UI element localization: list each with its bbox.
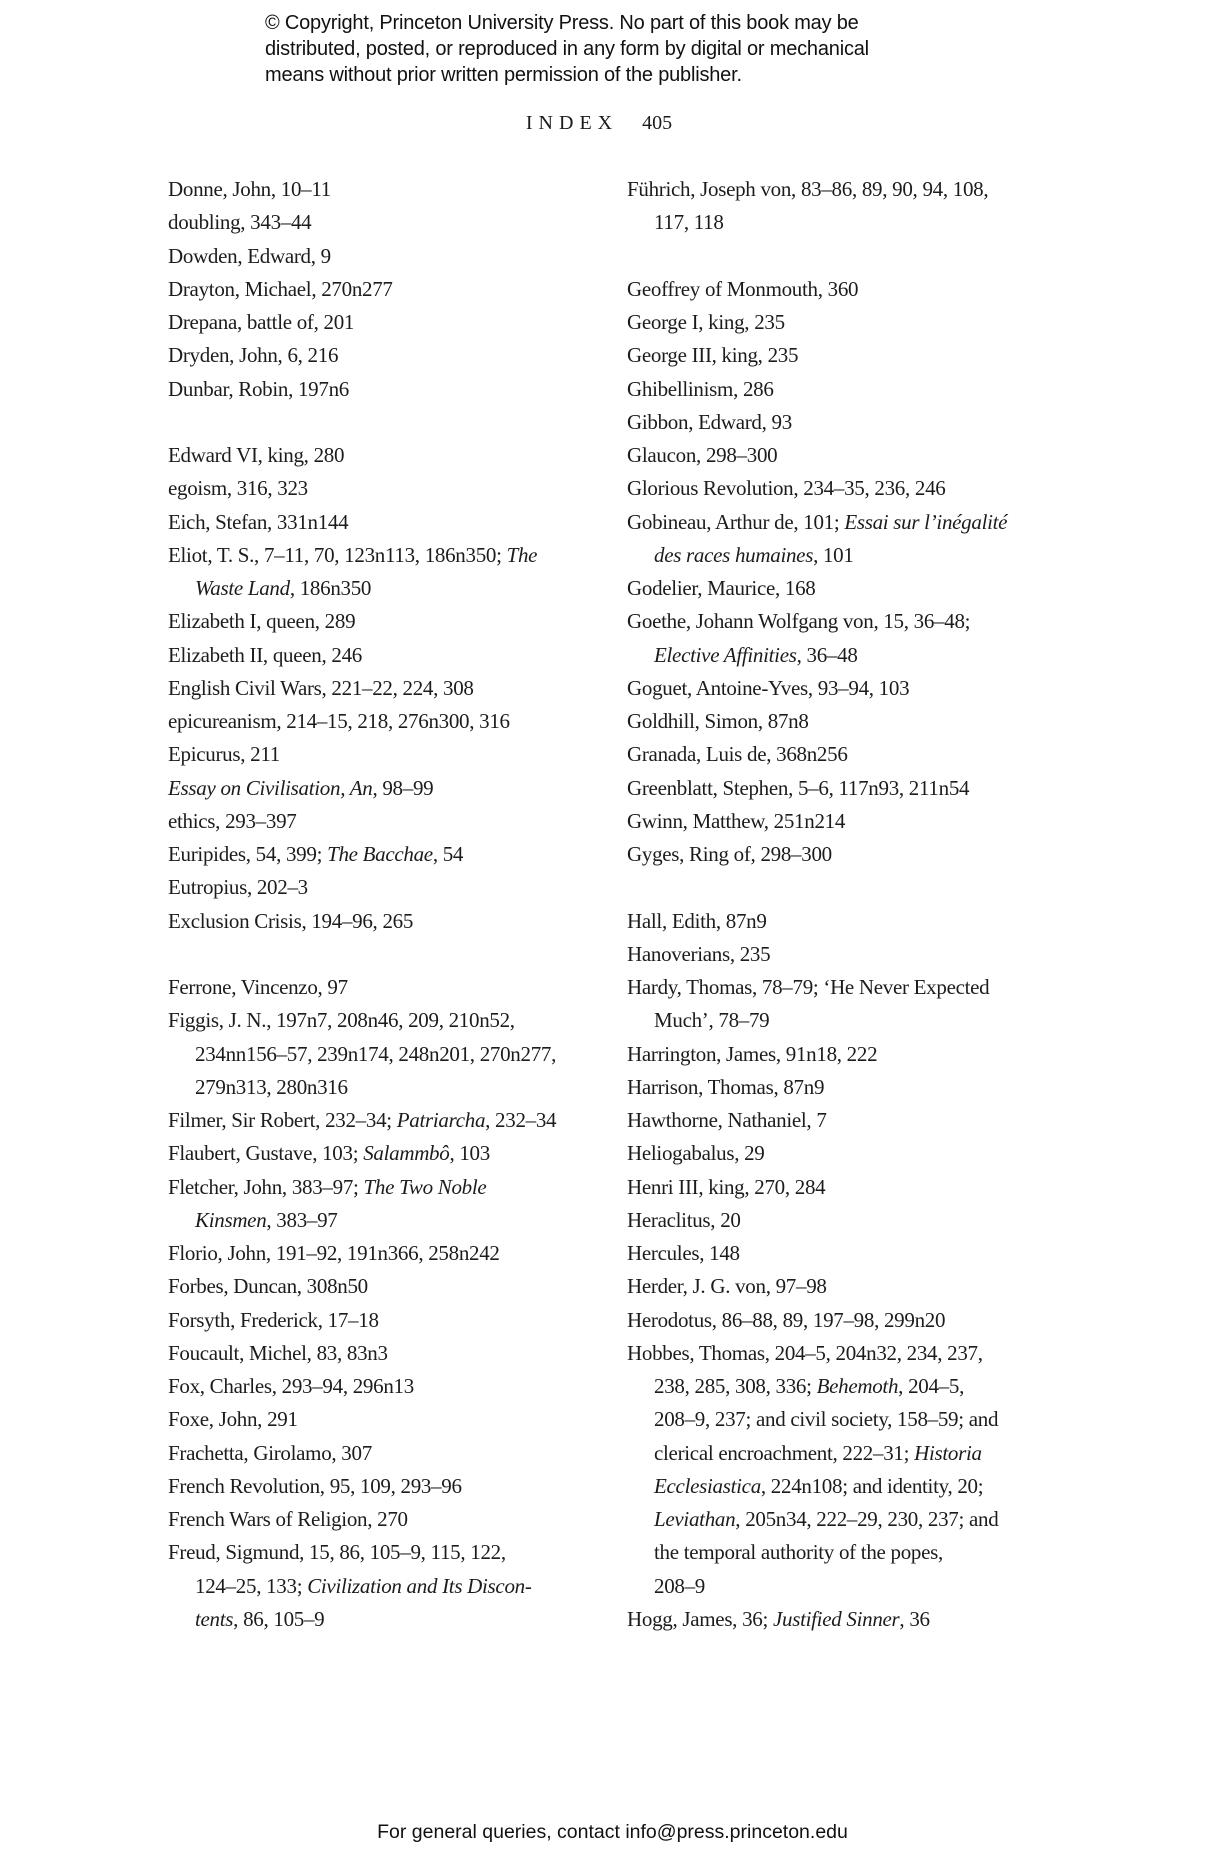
index-text-segment: , 86, 105–9	[233, 1606, 325, 1631]
index-line	[168, 572, 613, 605]
index-text-segment: Führich, Joseph von, 83–86, 89, 90, 94, 108,	[627, 177, 989, 201]
index-text-segment: Foxe, John, 291	[168, 1407, 298, 1432]
index-text-segment: Eliot, T. S., 7–11, 70, 123n113, 186n350;	[168, 542, 507, 567]
index-text-segment: Drepana, battle of, 201	[168, 310, 355, 334]
index-entry	[168, 273, 613, 306]
index-text-segment: Forsyth, Frederick, 17–18	[168, 1307, 379, 1332]
index-text-segment: the temporal authority of the popes,	[654, 1540, 943, 1565]
index-text-segment: Godelier, Maurice, 168	[627, 576, 816, 600]
index-line	[627, 306, 1127, 339]
index-title-segment: Historia	[914, 1440, 982, 1465]
index-line	[168, 1437, 613, 1470]
index-line	[168, 1536, 613, 1569]
index-line	[168, 1270, 613, 1303]
index-text-segment: Dowden, Edward, 9	[168, 243, 331, 268]
index-entry	[627, 1204, 1127, 1237]
index-entry	[168, 1470, 613, 1503]
index-title-segment: Ecclesiastica	[654, 1473, 761, 1498]
index-entry	[168, 838, 613, 871]
footer-query-line: For general queries, contact info@press.princeton.edu	[377, 1821, 848, 1843]
index-line	[627, 572, 1127, 605]
index-text-segment: Forbes, Duncan, 308n50	[168, 1274, 368, 1299]
index-text-segment: egoism, 316, 323	[168, 476, 308, 501]
index-line	[627, 639, 1127, 672]
index-line	[168, 871, 613, 904]
index-entry	[168, 1137, 613, 1170]
index-entry	[627, 805, 1127, 838]
index-text-segment: ethics, 293–397	[168, 808, 297, 833]
index-entry	[627, 1270, 1127, 1303]
index-text-segment: Harrison, Thomas, 87n9	[627, 1074, 825, 1099]
index-line	[168, 1304, 613, 1337]
index-entry	[168, 1536, 613, 1636]
index-entry	[627, 1337, 1127, 1603]
index-text-segment: Eich, Stefan, 331n144	[168, 509, 349, 534]
index-entry	[627, 738, 1127, 771]
index-line	[168, 639, 613, 672]
index-line	[168, 539, 613, 572]
index-line	[627, 772, 1127, 805]
index-entry	[627, 306, 1127, 339]
index-line	[627, 1337, 1127, 1370]
index-entry	[168, 1304, 613, 1337]
index-text-segment: George III, king, 235	[627, 343, 799, 368]
index-line	[168, 1337, 613, 1370]
index-text-segment: Figgis, J. N., 197n7, 208n46, 209, 210n52,	[168, 1008, 515, 1033]
index-text-segment: 234nn156–57, 239n174, 248n201, 270n277,	[195, 1041, 557, 1066]
index-title: INDEX	[525, 112, 619, 134]
index-entry	[168, 738, 613, 771]
index-line	[168, 1403, 613, 1436]
index-text-segment: Much’, 78–79	[654, 1008, 770, 1033]
index-text-segment: Hawthorne, Nathaniel, 7	[627, 1108, 827, 1132]
index-entry	[627, 1071, 1127, 1104]
index-text-segment: , 54	[432, 842, 464, 866]
index-text-segment: 208–9	[654, 1573, 706, 1598]
index-text-segment: Hercules, 148	[627, 1241, 740, 1265]
index-title-segment: Essay on Civilisation, An	[168, 775, 373, 800]
index-text-segment: Glorious Revolution, 234–35, 236, 246	[627, 476, 946, 501]
index-line	[168, 805, 613, 838]
index-line	[168, 1038, 613, 1071]
index-text-segment: Euripides, 54, 399;	[168, 842, 328, 866]
index-entry	[168, 472, 613, 505]
index-line	[627, 672, 1127, 705]
index-text-segment: Epicurus, 211	[168, 742, 280, 767]
index-entry	[168, 672, 613, 705]
index-text-segment: Hardy, Thomas, 78–79; ‘He Never Expected	[627, 975, 990, 999]
page-number: 405	[642, 112, 673, 134]
index-text-segment: George I, king, 235	[627, 310, 785, 334]
index-line	[168, 240, 613, 273]
index-text-segment: , 232–34	[485, 1108, 557, 1132]
index-text-segment: , 186n350	[289, 576, 372, 600]
index-text-segment: Herodotus, 86–88, 89, 197–98, 299n20	[627, 1307, 946, 1332]
index-text-segment: Exclusion Crisis, 194–96, 265	[168, 908, 414, 933]
index-line	[627, 506, 1127, 539]
index-column-left	[168, 173, 613, 1636]
index-line	[627, 705, 1127, 738]
index-line	[168, 772, 613, 805]
index-entry	[168, 206, 613, 239]
index-line	[168, 506, 613, 539]
index-line	[627, 1603, 1127, 1636]
index-line	[627, 1137, 1127, 1170]
index-entry	[627, 472, 1127, 505]
index-line	[627, 1071, 1127, 1104]
index-text-segment: , 98–99	[372, 775, 434, 800]
index-entry	[627, 838, 1127, 871]
index-entry	[627, 1603, 1127, 1636]
index-line	[168, 1204, 613, 1237]
index-entry	[627, 1171, 1127, 1204]
index-text-segment: Dunbar, Robin, 197n6	[168, 376, 349, 401]
index-text-segment: Goethe, Johann Wolfgang von, 15, 36–48;	[627, 609, 971, 634]
index-line	[168, 1137, 613, 1170]
index-text-segment: Gyges, Ring of, 298–300	[627, 842, 832, 866]
index-entry	[168, 1370, 613, 1403]
index-text-segment: French Wars of Religion, 270	[168, 1507, 408, 1531]
index-text-segment: Frachetta, Girolamo, 307	[168, 1440, 372, 1465]
index-line	[168, 905, 613, 938]
index-entry	[168, 1171, 613, 1238]
index-entry	[168, 1503, 613, 1536]
index-entry	[168, 605, 613, 638]
index-entry	[168, 772, 613, 805]
index-entry	[168, 705, 613, 738]
index-text-segment: Gobineau, Arthur de, 101;	[627, 509, 845, 534]
index-line	[168, 1237, 613, 1270]
index-text-segment: Florio, John, 191–92, 191n366, 258n242	[168, 1241, 500, 1265]
index-title-segment: Justified Sinner	[772, 1606, 900, 1631]
index-text-segment: Ghibellinism, 286	[627, 376, 774, 401]
index-entry	[627, 1038, 1127, 1071]
index-text-segment: , 103	[449, 1141, 490, 1166]
index-entry	[168, 905, 613, 938]
index-line	[627, 905, 1127, 938]
index-text-segment: Fox, Charles, 293–94, 296n13	[168, 1374, 414, 1398]
index-entry	[168, 871, 613, 904]
index-entry	[627, 772, 1127, 805]
index-entry	[168, 173, 613, 206]
index-line	[168, 1370, 613, 1403]
index-text-segment: , 36–48	[796, 642, 858, 667]
index-line	[627, 805, 1127, 838]
index-title-segment: Kinsmen	[195, 1207, 267, 1232]
index-group	[168, 439, 613, 938]
index-text-segment: 124–25, 133;	[195, 1573, 308, 1598]
index-line	[627, 1004, 1127, 1037]
index-line	[627, 838, 1127, 871]
index-line	[168, 1603, 613, 1636]
index-line	[627, 406, 1127, 439]
index-line	[168, 173, 613, 206]
index-title-segment: Leviathan	[654, 1507, 736, 1531]
index-entry	[168, 373, 613, 406]
index-entry	[168, 306, 613, 339]
index-title-segment: The Two Noble	[363, 1174, 487, 1199]
index-entry	[168, 506, 613, 539]
index-text-segment: Dryden, John, 6, 216	[168, 343, 339, 368]
index-line	[168, 273, 613, 306]
index-text-segment: Gwinn, Matthew, 251n214	[627, 808, 846, 833]
index-entry	[627, 971, 1127, 1038]
index-text-segment: Glaucon, 298–300	[627, 443, 778, 467]
index-text-segment: 238, 285, 308, 336;	[654, 1374, 817, 1398]
index-text-segment: Freud, Sigmund, 15, 86, 105–9, 115, 122,	[168, 1540, 506, 1565]
index-text-segment: , 383–97	[266, 1207, 338, 1232]
index-line	[627, 1171, 1127, 1204]
index-line	[168, 339, 613, 372]
index-line	[627, 1038, 1127, 1071]
copyright-notice	[265, 10, 869, 88]
index-entry	[627, 339, 1127, 372]
index-entry	[168, 639, 613, 672]
index-text-segment: Donne, John, 10–11	[168, 177, 331, 201]
index-text-segment: Harrington, James, 91n18, 222	[627, 1041, 878, 1066]
index-line	[627, 1536, 1127, 1569]
index-line	[627, 539, 1127, 572]
index-text-segment: Ferrone, Vincenzo, 97	[168, 975, 348, 999]
index-text-segment: Hobbes, Thomas, 204–5, 204n32, 234, 237,	[627, 1340, 983, 1365]
index-entry	[627, 373, 1127, 406]
index-text-segment: Henri III, king, 270, 284	[627, 1174, 826, 1199]
index-text-segment: Hall, Edith, 87n9	[627, 908, 767, 933]
index-entry	[627, 705, 1127, 738]
index-line	[168, 605, 613, 638]
index-entry	[168, 1237, 613, 1270]
index-text-segment: clerical encroachment, 222–31;	[654, 1440, 915, 1465]
index-entry	[627, 439, 1127, 472]
index-title-segment: Elective Affinities	[654, 642, 797, 667]
index-entry	[627, 506, 1127, 573]
index-text-segment: epicureanism, 214–15, 218, 276n300, 316	[168, 709, 510, 733]
index-entry	[627, 1137, 1127, 1170]
index-text-segment: Geoffrey of Monmouth, 360	[627, 276, 859, 301]
index-entry	[627, 173, 1127, 240]
index-title-segment: Civilization and Its Discon-	[307, 1573, 532, 1598]
index-entry	[168, 971, 613, 1004]
index-line	[168, 971, 613, 1004]
index-line	[168, 439, 613, 472]
index-line	[627, 1104, 1127, 1137]
running-head	[168, 112, 1030, 134]
index-line	[627, 1270, 1127, 1303]
index-title-segment: Patriarcha	[396, 1108, 486, 1132]
index-entry	[627, 672, 1127, 705]
index-text-segment: Foucault, Michel, 83, 83n3	[168, 1340, 388, 1365]
index-text-segment: Fletcher, John, 383–97;	[168, 1174, 364, 1199]
index-entry	[627, 605, 1127, 672]
index-line	[168, 738, 613, 771]
index-text-segment: Goguet, Antoine-Yves, 93–94, 103	[627, 675, 910, 700]
index-text-segment: 117, 118	[654, 210, 724, 235]
index-entry	[627, 905, 1127, 938]
index-line	[627, 1437, 1127, 1470]
index-line	[627, 1370, 1127, 1403]
index-line	[627, 472, 1127, 505]
index-entry	[168, 1403, 613, 1436]
index-entry	[627, 273, 1127, 306]
index-text-segment: 279n313, 280n316	[195, 1074, 348, 1099]
index-line	[168, 306, 613, 339]
copyright-line: © Copyright, Princeton University Press. No part of this book may be	[265, 12, 859, 34]
index-text-segment: , 101	[813, 542, 854, 567]
index-line	[627, 206, 1127, 239]
index-column-right	[627, 173, 1127, 1636]
index-group	[627, 905, 1127, 1637]
index-line	[627, 1403, 1127, 1436]
index-text-segment: Drayton, Michael, 270n277	[168, 276, 393, 301]
index-line	[168, 1004, 613, 1037]
index-line	[627, 1304, 1127, 1337]
index-entry	[168, 539, 613, 606]
index-entry	[168, 1270, 613, 1303]
index-entry	[168, 1437, 613, 1470]
index-group	[168, 173, 613, 406]
index-title-segment: The Bacchae	[327, 842, 433, 866]
index-text-segment: Filmer, Sir Robert, 232–34;	[168, 1108, 397, 1132]
index-title-segment: Essai sur l’inégalité	[844, 509, 1008, 534]
index-line	[627, 439, 1127, 472]
index-line	[627, 1503, 1127, 1536]
index-entry	[168, 805, 613, 838]
index-text-segment: Gibbon, Edward, 93	[627, 409, 792, 434]
index-title-segment: Behemoth	[816, 1374, 899, 1398]
index-text-segment: 208–9, 237; and civil society, 158–59; and	[654, 1407, 999, 1432]
index-line	[168, 1503, 613, 1536]
index-text-segment: , 204–5,	[898, 1374, 965, 1398]
index-entry	[627, 938, 1127, 971]
index-line	[168, 206, 613, 239]
index-entry	[168, 1337, 613, 1370]
index-line	[627, 971, 1127, 1004]
index-text-segment: Elizabeth I, queen, 289	[168, 609, 356, 634]
index-line	[168, 472, 613, 505]
index-text-segment: , 224n108; and identity, 20;	[760, 1473, 984, 1498]
index-line	[168, 373, 613, 406]
copyright-line: means without prior written permission of the publisher.	[265, 64, 742, 86]
index-title-segment: Waste Land	[195, 576, 290, 600]
index-text-segment: Edward VI, king, 280	[168, 443, 345, 467]
index-entry	[168, 439, 613, 472]
index-entry	[627, 406, 1127, 439]
index-line	[627, 1470, 1127, 1503]
index-text-segment: Hanoverians, 235	[627, 941, 771, 966]
index-title-segment: The	[506, 542, 538, 567]
index-title-segment: tents	[195, 1606, 234, 1631]
index-line	[168, 838, 613, 871]
index-title-segment: des races humaines	[654, 542, 814, 567]
index-line	[168, 1470, 613, 1503]
index-text-segment: doubling, 343–44	[168, 210, 312, 235]
index-entry	[627, 1304, 1127, 1337]
index-entry	[168, 240, 613, 273]
index-line	[627, 1237, 1127, 1270]
index-title-segment: Salammbô	[363, 1141, 450, 1166]
index-text-segment: Heliogabalus, 29	[627, 1141, 765, 1166]
index-text-segment: Flaubert, Gustave, 103;	[168, 1141, 364, 1166]
index-group	[627, 273, 1127, 872]
index-entry	[168, 1004, 613, 1104]
index-line	[168, 1171, 613, 1204]
index-entry	[627, 1237, 1127, 1270]
index-text-segment: Greenblatt, Stephen, 5–6, 117n93, 211n54	[627, 775, 970, 800]
index-entry	[168, 339, 613, 372]
index-entry	[627, 572, 1127, 605]
index-text-segment: Elizabeth II, queen, 246	[168, 642, 362, 667]
index-line	[168, 705, 613, 738]
index-text-segment: Herder, J. G. von, 97–98	[627, 1274, 827, 1299]
index-line	[627, 339, 1127, 372]
index-line	[627, 1204, 1127, 1237]
index-line	[627, 605, 1127, 638]
index-line	[627, 173, 1127, 206]
index-group	[627, 173, 1127, 240]
index-text-segment: Goldhill, Simon, 87n8	[627, 709, 809, 733]
index-line	[168, 1104, 613, 1137]
index-text-segment: Hogg, James, 36;	[627, 1606, 773, 1631]
index-line	[627, 938, 1127, 971]
index-text-segment: , 205n34, 222–29, 230, 237; and	[735, 1507, 999, 1531]
index-text-segment: Eutropius, 202–3	[168, 875, 308, 900]
copyright-line: distributed, posted, or reproduced in any form by digital or mechanical	[265, 38, 869, 60]
index-text-segment: Granada, Luis de, 368n256	[627, 742, 848, 767]
index-line	[168, 672, 613, 705]
index-line	[627, 373, 1127, 406]
index-line	[168, 1570, 613, 1603]
index-entry	[627, 1104, 1127, 1137]
index-text-segment: , 36	[899, 1606, 930, 1631]
index-text-segment: French Revolution, 95, 109, 293–96	[168, 1473, 462, 1498]
index-line	[168, 1071, 613, 1104]
index-text-segment: English Civil Wars, 221–22, 224, 308	[168, 675, 474, 700]
index-line	[627, 1570, 1127, 1603]
index-line	[627, 273, 1127, 306]
index-text-segment: Heraclitus, 20	[627, 1207, 741, 1232]
index-group	[168, 971, 613, 1636]
index-entry	[168, 1104, 613, 1137]
index-line	[627, 738, 1127, 771]
